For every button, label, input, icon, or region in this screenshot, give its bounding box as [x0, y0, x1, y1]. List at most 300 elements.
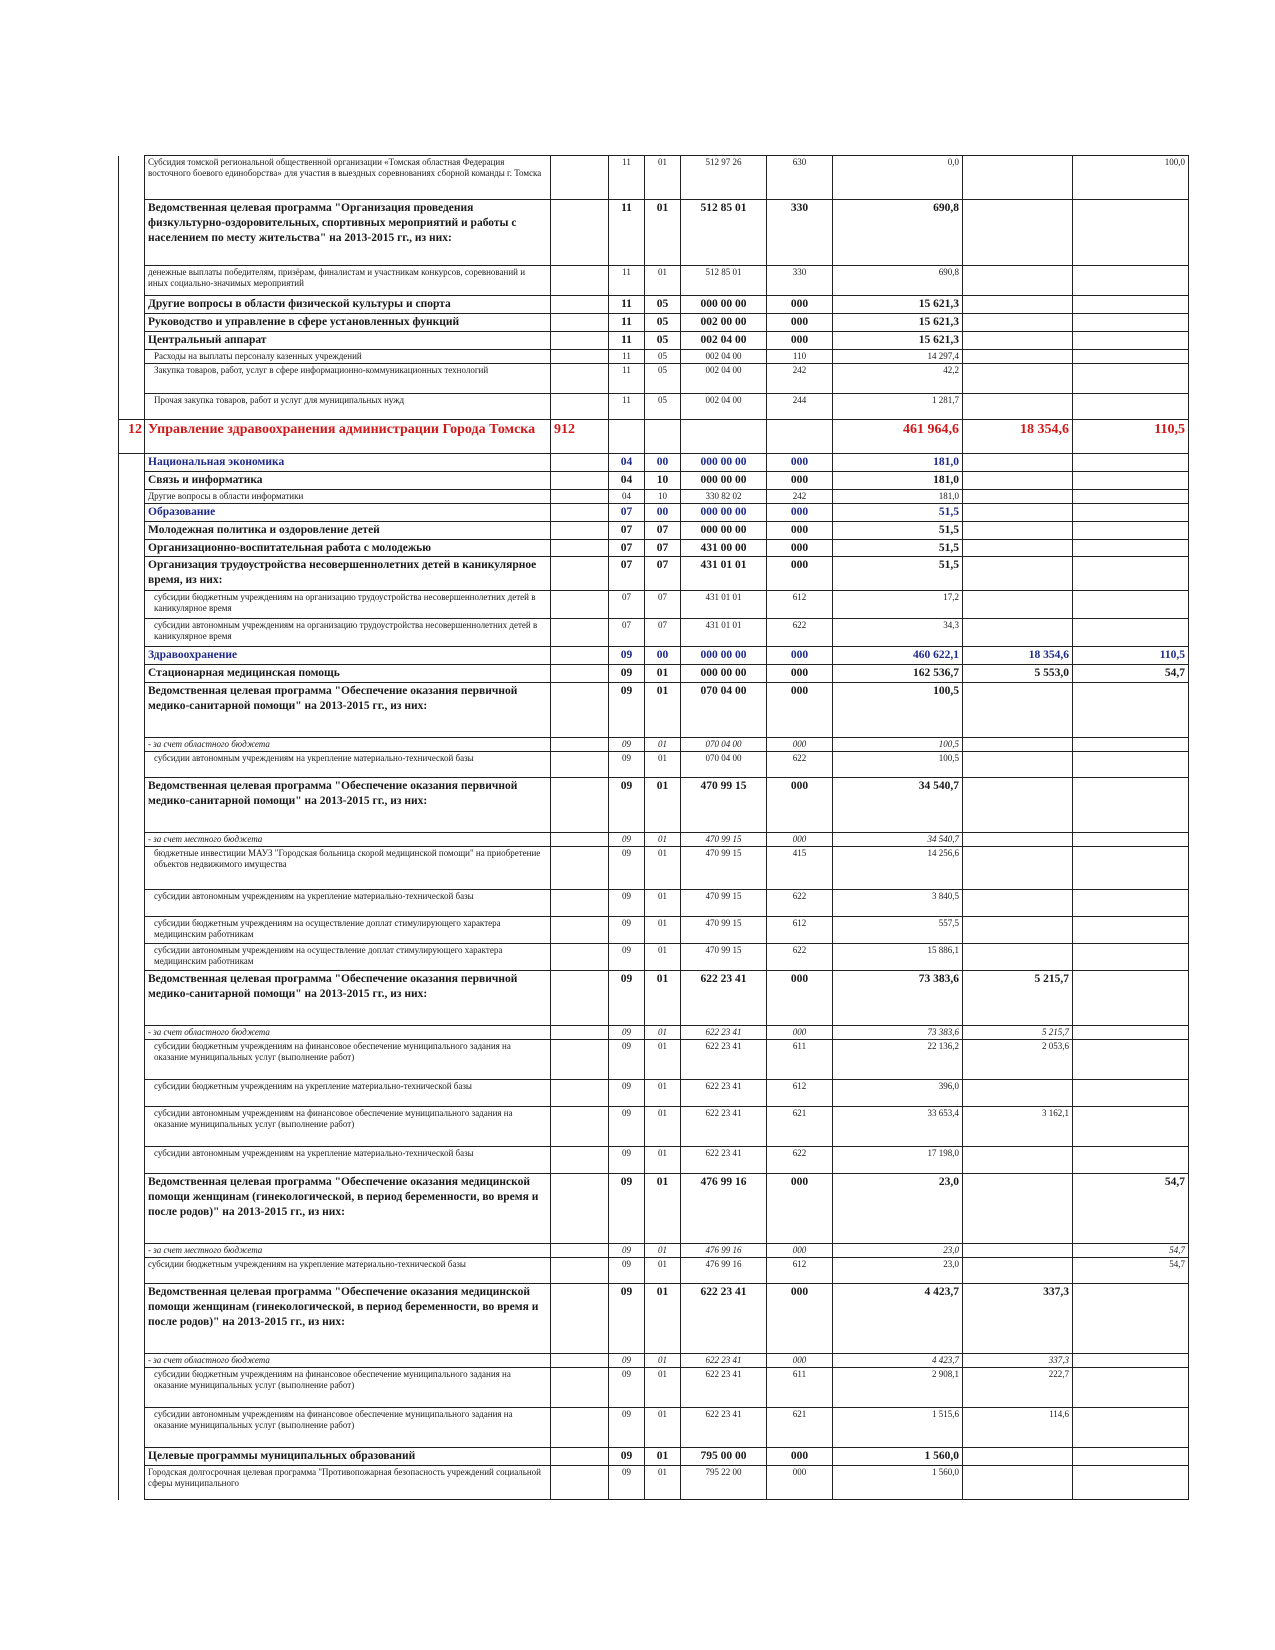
row-section: 09	[609, 1244, 645, 1258]
row-total: 22 136,2	[833, 1040, 963, 1080]
table-row	[119, 266, 1189, 296]
table-row	[119, 1080, 1189, 1107]
row-regional	[963, 489, 1073, 503]
row-target-article: 000 00 00	[681, 665, 767, 683]
row-target-article: 512 85 01	[681, 266, 767, 296]
row-section: 04	[609, 471, 645, 489]
row-subsection: 01	[645, 944, 681, 971]
row-section: 09	[609, 833, 645, 847]
row-target-article: 622 23 41	[681, 1107, 767, 1147]
row-target-article: 070 04 00	[681, 752, 767, 778]
row-target-article: 431 01 01	[681, 591, 767, 619]
row-federal	[1073, 471, 1189, 489]
row-section: 09	[609, 1354, 645, 1368]
row-target-article: 000 00 00	[681, 521, 767, 539]
table-row	[119, 503, 1189, 521]
row-index	[119, 1026, 145, 1040]
row-code	[551, 778, 609, 833]
row-subsection: 01	[645, 890, 681, 917]
row-code	[551, 1080, 609, 1107]
row-expense-type: 622	[767, 619, 833, 647]
row-expense-type: 622	[767, 890, 833, 917]
row-code	[551, 1448, 609, 1466]
row-subsection: 01	[645, 1368, 681, 1408]
row-federal	[1073, 890, 1189, 917]
row-index	[119, 778, 145, 833]
row-regional	[963, 266, 1073, 296]
table-row	[119, 752, 1189, 778]
row-subsection: 01	[645, 752, 681, 778]
row-federal	[1073, 591, 1189, 619]
row-name: Национальная экономика	[145, 453, 551, 471]
row-section: 11	[609, 296, 645, 314]
row-expense-type: 000	[767, 296, 833, 314]
row-name: Другие вопросы в области информатики	[145, 489, 551, 503]
rows-after	[119, 453, 1189, 1499]
row-federal: 54,7	[1073, 1244, 1189, 1258]
row-total: 1 281,7	[833, 393, 963, 419]
department-name: Управление здравоохранения администрации Города Томска	[145, 419, 551, 453]
row-subsection: 07	[645, 539, 681, 557]
row-regional	[963, 503, 1073, 521]
row-code	[551, 331, 609, 349]
row-section: 09	[609, 1174, 645, 1244]
row-code	[551, 156, 609, 200]
row-index	[119, 331, 145, 349]
row-code	[551, 296, 609, 314]
row-regional	[963, 363, 1073, 393]
table-row	[119, 557, 1189, 591]
row-federal	[1073, 200, 1189, 266]
row-code	[551, 1408, 609, 1448]
row-index	[119, 1107, 145, 1147]
row-code	[551, 591, 609, 619]
table-row	[119, 1174, 1189, 1244]
row-total: 51,5	[833, 521, 963, 539]
row-code	[551, 453, 609, 471]
table-row	[119, 847, 1189, 890]
row-code	[551, 363, 609, 393]
row-index	[119, 200, 145, 266]
row-name: - за счет местного бюджета	[145, 1244, 551, 1258]
row-target-article: 431 01 01	[681, 619, 767, 647]
row-subsection: 01	[645, 266, 681, 296]
row-total: 23,0	[833, 1258, 963, 1284]
row-total: 51,5	[833, 503, 963, 521]
row-index	[119, 539, 145, 557]
row-regional: 3 162,1	[963, 1107, 1073, 1147]
row-subsection: 00	[645, 453, 681, 471]
row-code	[551, 833, 609, 847]
row-total: 690,8	[833, 266, 963, 296]
row-regional	[963, 313, 1073, 331]
row-name: Расходы на выплаты персоналу казенных учреждений	[145, 349, 551, 363]
row-subsection: 01	[645, 778, 681, 833]
row-index	[119, 847, 145, 890]
row-total: 23,0	[833, 1174, 963, 1244]
row-section: 07	[609, 521, 645, 539]
row-name: Связь и информатика	[145, 471, 551, 489]
row-expense-type: 000	[767, 1174, 833, 1244]
row-subsection: 01	[645, 156, 681, 200]
row-total: 17 198,0	[833, 1147, 963, 1174]
row-target-article: 470 99 15	[681, 917, 767, 944]
row-federal: 54,7	[1073, 1258, 1189, 1284]
row-total: 4 423,7	[833, 1284, 963, 1354]
row-target-article: 476 99 16	[681, 1258, 767, 1284]
row-index	[119, 917, 145, 944]
row-subsection: 01	[645, 1080, 681, 1107]
row-subsection: 00	[645, 647, 681, 665]
row-federal	[1073, 331, 1189, 349]
row-name: субсидии автономным учреждениям на укрепление материально-технической базы	[145, 1147, 551, 1174]
row-total: 181,0	[833, 489, 963, 503]
row-federal	[1073, 363, 1189, 393]
row-expense-type: 000	[767, 778, 833, 833]
row-regional	[963, 752, 1073, 778]
row-index	[119, 1408, 145, 1448]
row-index	[119, 471, 145, 489]
row-federal	[1073, 1354, 1189, 1368]
row-federal	[1073, 619, 1189, 647]
row-code	[551, 1026, 609, 1040]
row-name: Городская долгосрочная целевая программа "Противопожарная безопасность учреждений социальной сферы муниципального	[145, 1466, 551, 1500]
row-section: 09	[609, 1258, 645, 1284]
table-row	[119, 453, 1189, 471]
row-expense-type: 000	[767, 331, 833, 349]
row-regional	[963, 591, 1073, 619]
row-expense-type: 242	[767, 489, 833, 503]
row-index	[119, 313, 145, 331]
row-section: 09	[609, 1040, 645, 1080]
row-target-article: 002 04 00	[681, 349, 767, 363]
table-row	[119, 1448, 1189, 1466]
row-expense-type: 612	[767, 1080, 833, 1107]
row-regional: 114,6	[963, 1408, 1073, 1448]
row-code	[551, 471, 609, 489]
row-name: Организационно-воспитательная работа с молодежью	[145, 539, 551, 557]
row-index	[119, 944, 145, 971]
row-regional	[963, 539, 1073, 557]
row-section: 11	[609, 349, 645, 363]
row-regional	[963, 1244, 1073, 1258]
row-target-article: 512 85 01	[681, 200, 767, 266]
row-federal: 110,5	[1073, 647, 1189, 665]
row-regional: 337,3	[963, 1284, 1073, 1354]
row-expense-type: 000	[767, 971, 833, 1026]
row-target-article: 470 99 15	[681, 778, 767, 833]
row-index	[119, 665, 145, 683]
row-total: 100,5	[833, 683, 963, 738]
row-federal: 54,7	[1073, 665, 1189, 683]
row-name: Целевые программы муниципальных образований	[145, 1448, 551, 1466]
row-federal	[1073, 752, 1189, 778]
row-code	[551, 349, 609, 363]
row-section: 07	[609, 619, 645, 647]
row-federal	[1073, 503, 1189, 521]
table-row	[119, 971, 1189, 1026]
row-name: Субсидия томской региональной общественной организации «Томская областная Федерация восточного боевого единоборства» для участия в выездных соревнованиях сборной команды г. Томска	[145, 156, 551, 200]
row-name: субсидии автономным учреждениям на укрепление материально-технической базы	[145, 890, 551, 917]
row-regional	[963, 156, 1073, 200]
row-index	[119, 1080, 145, 1107]
table-row	[119, 778, 1189, 833]
row-index	[119, 1244, 145, 1258]
row-subsection: 01	[645, 917, 681, 944]
row-expense-type: 000	[767, 1448, 833, 1466]
row-code	[551, 313, 609, 331]
row-subsection: 10	[645, 471, 681, 489]
row-index	[119, 591, 145, 619]
table-row	[119, 1368, 1189, 1408]
row-name: Стационарная медицинская помощь	[145, 665, 551, 683]
row-target-article: 470 99 15	[681, 944, 767, 971]
row-federal	[1073, 778, 1189, 833]
row-name: субсидии бюджетным учреждениям на осуществление доплат стимулирующего характера медицинским работникам	[145, 917, 551, 944]
row-total: 73 383,6	[833, 1026, 963, 1040]
row-federal	[1073, 1080, 1189, 1107]
row-name: Прочая закупка товаров, работ и услуг для муниципальных нужд	[145, 393, 551, 419]
row-section: 09	[609, 1284, 645, 1354]
row-name: Ведомственная целевая программа "Обеспечение оказания первичной медико-санитарной помощи" на 2013-2015 гг., из них:	[145, 683, 551, 738]
table-row	[119, 665, 1189, 683]
row-federal	[1073, 539, 1189, 557]
row-subsection: 01	[645, 1174, 681, 1244]
row-index	[119, 752, 145, 778]
row-section: 07	[609, 591, 645, 619]
row-federal	[1073, 393, 1189, 419]
row-federal	[1073, 453, 1189, 471]
row-federal	[1073, 847, 1189, 890]
row-target-article: 000 00 00	[681, 647, 767, 665]
row-federal	[1073, 349, 1189, 363]
table-row	[119, 471, 1189, 489]
row-expense-type: 000	[767, 1244, 833, 1258]
department-federal: 110,5	[1073, 419, 1189, 453]
row-subsection: 05	[645, 363, 681, 393]
row-name: Центральный аппарат	[145, 331, 551, 349]
row-index	[119, 1258, 145, 1284]
row-total: 4 423,7	[833, 1354, 963, 1368]
row-index	[119, 1368, 145, 1408]
table-row	[119, 833, 1189, 847]
row-section: 09	[609, 971, 645, 1026]
row-name: - за счет областного бюджета	[145, 1354, 551, 1368]
row-regional	[963, 393, 1073, 419]
row-total: 162 536,7	[833, 665, 963, 683]
row-regional	[963, 738, 1073, 752]
row-total: 14 256,6	[833, 847, 963, 890]
row-index	[119, 156, 145, 200]
row-regional	[963, 1258, 1073, 1284]
row-name: субсидии бюджетным учреждениям на укрепление материально-технической базы	[145, 1258, 551, 1284]
row-code	[551, 1368, 609, 1408]
row-total: 181,0	[833, 453, 963, 471]
row-regional	[963, 1174, 1073, 1244]
row-regional: 337,3	[963, 1354, 1073, 1368]
row-index	[119, 363, 145, 393]
row-index	[119, 1354, 145, 1368]
row-target-article: 002 04 00	[681, 331, 767, 349]
row-index	[119, 619, 145, 647]
table-row	[119, 1026, 1189, 1040]
row-subsection: 01	[645, 1448, 681, 1466]
row-regional	[963, 917, 1073, 944]
row-index	[119, 503, 145, 521]
row-index	[119, 833, 145, 847]
row-code	[551, 665, 609, 683]
table-row	[119, 1040, 1189, 1080]
row-target-article: 622 23 41	[681, 1147, 767, 1174]
row-index	[119, 349, 145, 363]
row-code	[551, 890, 609, 917]
row-expense-type: 242	[767, 363, 833, 393]
row-index	[119, 683, 145, 738]
row-regional: 222,7	[963, 1368, 1073, 1408]
row-regional	[963, 619, 1073, 647]
row-expense-type: 611	[767, 1368, 833, 1408]
row-target-article: 476 99 16	[681, 1244, 767, 1258]
row-target-article: 622 23 41	[681, 1368, 767, 1408]
row-target-article: 330 82 02	[681, 489, 767, 503]
row-target-article: 002 00 00	[681, 313, 767, 331]
table-row	[119, 313, 1189, 331]
row-section: 09	[609, 890, 645, 917]
row-total: 34,3	[833, 619, 963, 647]
row-subsection: 01	[645, 1107, 681, 1147]
row-expense-type: 611	[767, 1040, 833, 1080]
row-federal	[1073, 1448, 1189, 1466]
row-name: - за счет областного бюджета	[145, 1026, 551, 1040]
row-index	[119, 890, 145, 917]
row-name: субсидии бюджетным учреждениям на финансовое обеспечение муниципального задания на оказание муниципальных услуг (выполнение работ)	[145, 1368, 551, 1408]
row-target-article: 002 04 00	[681, 363, 767, 393]
budget-table	[118, 155, 1189, 1500]
row-code	[551, 1174, 609, 1244]
row-target-article: 431 01 01	[681, 557, 767, 591]
row-total: 42,2	[833, 363, 963, 393]
row-subsection: 00	[645, 503, 681, 521]
row-section: 11	[609, 393, 645, 419]
row-subsection: 05	[645, 296, 681, 314]
row-name: субсидии бюджетным учреждениям на укрепление материально-технической базы	[145, 1080, 551, 1107]
row-regional	[963, 349, 1073, 363]
table-row	[119, 647, 1189, 665]
row-code	[551, 266, 609, 296]
table-row	[119, 349, 1189, 363]
row-section: 09	[609, 944, 645, 971]
row-subsection: 01	[645, 738, 681, 752]
table-row	[119, 683, 1189, 738]
table-row	[119, 1354, 1189, 1368]
row-index	[119, 1448, 145, 1466]
row-code	[551, 200, 609, 266]
row-federal	[1073, 521, 1189, 539]
table-row	[119, 619, 1189, 647]
row-expense-type: 000	[767, 647, 833, 665]
row-section: 07	[609, 557, 645, 591]
row-code	[551, 944, 609, 971]
row-target-article: 002 04 00	[681, 393, 767, 419]
row-subsection: 07	[645, 591, 681, 619]
row-regional	[963, 1147, 1073, 1174]
row-code	[551, 1284, 609, 1354]
department-regional: 18 354,6	[963, 419, 1073, 453]
row-total: 1 515,6	[833, 1408, 963, 1448]
table-row	[119, 1244, 1189, 1258]
row-section: 09	[609, 1466, 645, 1500]
row-section: 07	[609, 539, 645, 557]
row-name: Здравоохранение	[145, 647, 551, 665]
row-federal	[1073, 557, 1189, 591]
row-subsection: 01	[645, 1244, 681, 1258]
row-regional: 5 215,7	[963, 971, 1073, 1026]
row-regional: 18 354,6	[963, 647, 1073, 665]
row-code	[551, 557, 609, 591]
row-total: 15 621,3	[833, 313, 963, 331]
row-name: субсидии бюджетным учреждениям на финансовое обеспечение муниципального задания на оказание муниципальных услуг (выполнение работ)	[145, 1040, 551, 1080]
row-total: 14 297,4	[833, 349, 963, 363]
row-section: 09	[609, 665, 645, 683]
row-expense-type: 244	[767, 393, 833, 419]
row-index	[119, 489, 145, 503]
row-total: 690,8	[833, 200, 963, 266]
row-name: бюджетные инвестиции МАУЗ "Городская больница скорой медицинской помощи" на приобретение объектов недвижимого имущества	[145, 847, 551, 890]
row-expense-type: 000	[767, 521, 833, 539]
row-section: 11	[609, 156, 645, 200]
row-expense-type: 621	[767, 1107, 833, 1147]
row-expense-type: 110	[767, 349, 833, 363]
row-expense-type: 000	[767, 1026, 833, 1040]
row-name: Ведомственная целевая программа "Обеспечение оказания медицинской помощи женщинам (гинекологической, в период беременности, во время и после родов)" на 2013-2015 гг., из них:	[145, 1284, 551, 1354]
department-number: 12	[119, 419, 145, 453]
row-section: 09	[609, 738, 645, 752]
row-federal	[1073, 1040, 1189, 1080]
row-target-article: 470 99 15	[681, 847, 767, 890]
row-federal	[1073, 1107, 1189, 1147]
row-federal	[1073, 1284, 1189, 1354]
row-expense-type: 622	[767, 1147, 833, 1174]
row-section: 09	[609, 752, 645, 778]
table-row	[119, 156, 1189, 200]
row-index	[119, 1466, 145, 1500]
row-section: 11	[609, 200, 645, 266]
row-code	[551, 683, 609, 738]
table-row	[119, 539, 1189, 557]
row-section: 11	[609, 363, 645, 393]
table-row	[119, 200, 1189, 266]
table-row	[119, 521, 1189, 539]
table-row	[119, 944, 1189, 971]
row-name: - за счет местного бюджета	[145, 833, 551, 847]
row-regional	[963, 331, 1073, 349]
row-federal	[1073, 266, 1189, 296]
row-subsection: 01	[645, 847, 681, 890]
row-index	[119, 521, 145, 539]
row-section: 09	[609, 683, 645, 738]
row-total: 34 540,7	[833, 778, 963, 833]
row-section: 04	[609, 453, 645, 471]
row-expense-type: 415	[767, 847, 833, 890]
row-subsection: 05	[645, 349, 681, 363]
row-name: субсидии автономным учреждениям на укрепление материально-технической базы	[145, 752, 551, 778]
table-row	[119, 1284, 1189, 1354]
row-index	[119, 453, 145, 471]
row-federal: 54,7	[1073, 1174, 1189, 1244]
row-expense-type: 621	[767, 1408, 833, 1448]
row-name: Ведомственная целевая программа "Обеспечение оказания медицинской помощи женщинам (гинекологической, в период беременности, во время и после родов)" на 2013-2015 гг., из них:	[145, 1174, 551, 1244]
row-index	[119, 1284, 145, 1354]
